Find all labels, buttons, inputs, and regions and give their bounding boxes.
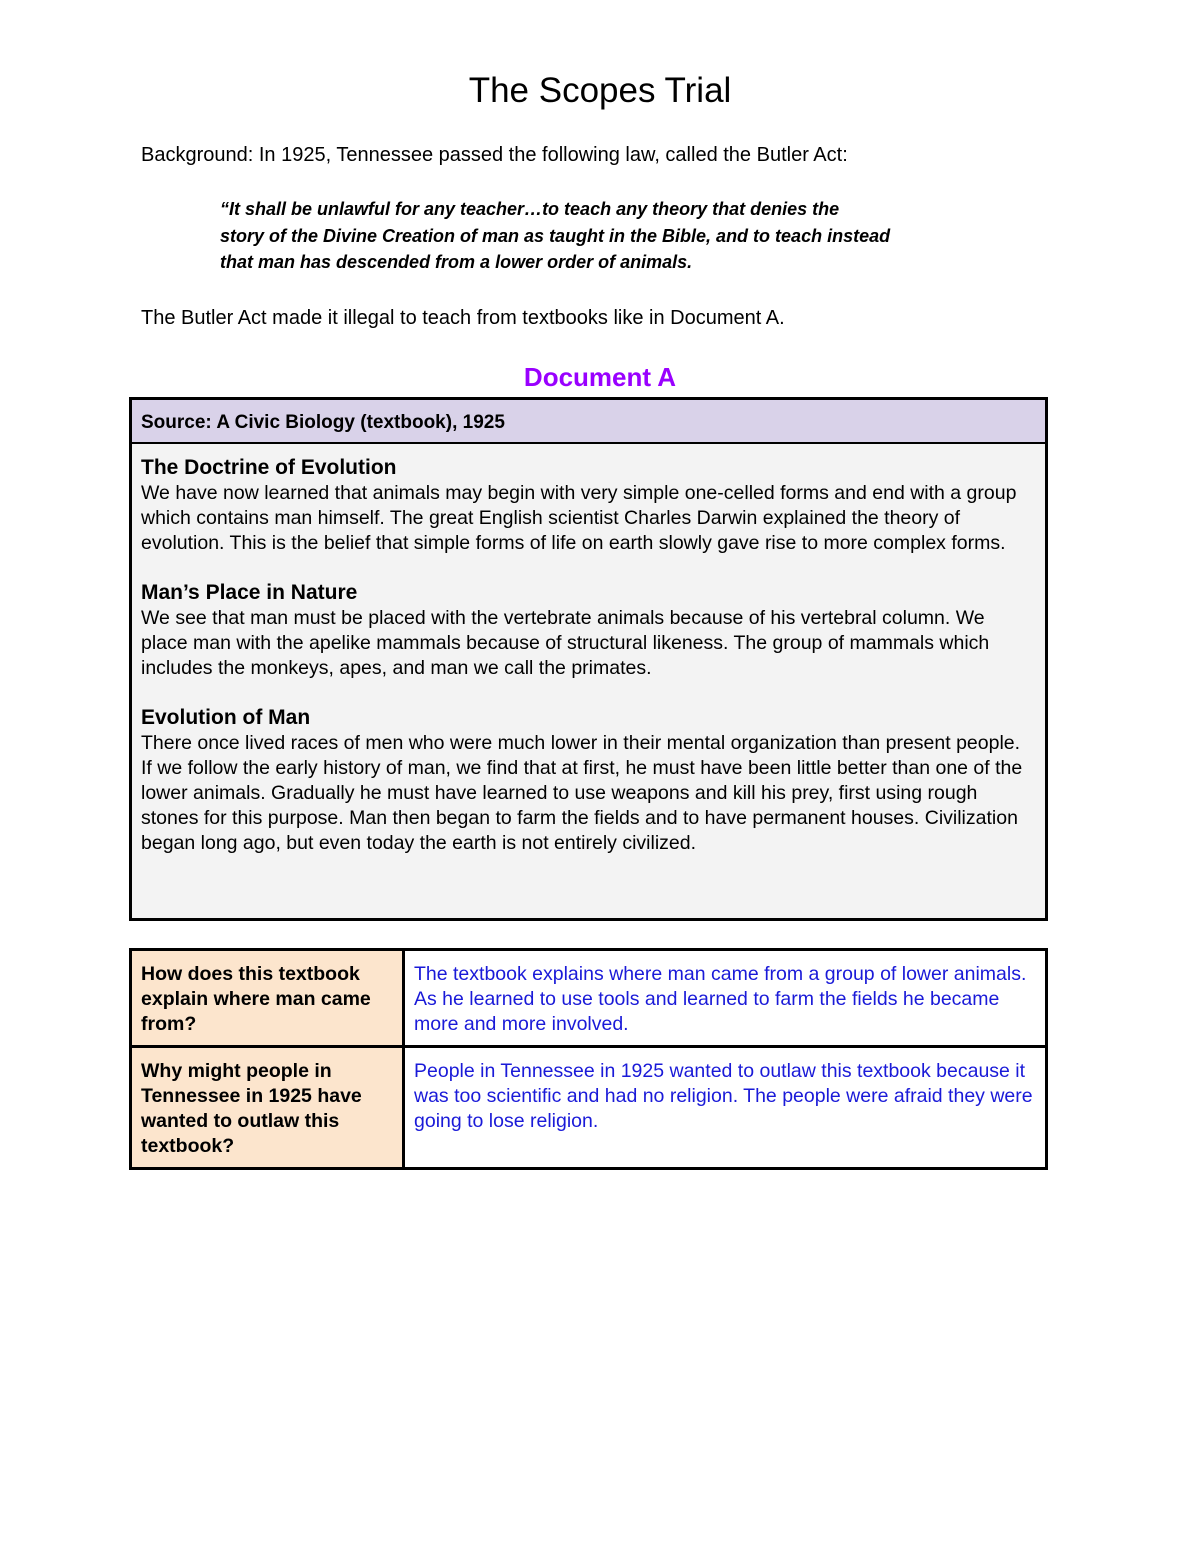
quote-line: story of the Divine Creation of man as taught in the Bible, and to teach instead — [220, 225, 891, 246]
section-text: There once lived races of men who were much lower in their mental organization than present people. If we follow the early history of man, we find that at first, he must have been little better than one of the lower animals. Gradually he must have learned to use weapons and kill his prey, first using rough stones for this purpose. Man then began to farm the fields and to have permanent houses. Civilization began long ago, but even today the earth is not entirely civilized. — [141, 732, 1023, 854]
butler-act-quote — [220, 196, 980, 276]
document-section — [141, 580, 1036, 681]
document-section — [141, 455, 1036, 556]
section-heading: Evolution of Man — [141, 706, 311, 729]
document-source: Source: A Civic Biology (textbook), 1925 — [132, 400, 1045, 444]
question-cell: Why might people in Tennessee in 1925 have wanted to outlaw this textbook? — [131, 1047, 404, 1169]
answer-cell[interactable]: The textbook explains where man came from a group of lower animals. As he learned to use tools and learned to farm the fields he became more and more involved. — [404, 950, 1047, 1047]
document-body — [132, 444, 1045, 856]
section-text: We have now learned that animals may begin with very simple one-celled forms and end with a group which contains man himself. The great English scientist Charles Darwin explained the theory of evolution. This is the belief that simple forms of life on earth slowly gave rise to more complex forms. — [141, 482, 1017, 554]
section-text: We see that man must be placed with the vertebrate animals because of his vertebral column. We place man with the apelike mammals because of structural likeness. The group of mammals which includes the monkeys, apes, and man we call the primates. — [141, 607, 990, 679]
answer-cell[interactable]: People in Tennessee in 1925 wanted to outlaw this textbook because it was too scientific and had no religion. The people were afraid they were going to lose religion. — [404, 1047, 1047, 1169]
page-title: The Scopes Trial — [468, 71, 732, 110]
question-table — [129, 948, 1048, 1170]
quote-line: that man has descended from a lower order of animals. — [220, 252, 693, 272]
document-box — [129, 397, 1048, 921]
section-heading: The Doctrine of Evolution — [141, 456, 397, 479]
table-row — [131, 1047, 1047, 1169]
quote-line: “It shall be unlawful for any teacher…to teach any theory that denies the — [220, 199, 840, 219]
section-heading: Man’s Place in Nature — [141, 581, 358, 604]
background-text: Background: In 1925, Tennessee passed the following law, called the Butler Act: — [141, 144, 848, 166]
document-section — [141, 705, 1036, 856]
butler-act-note: The Butler Act made it illegal to teach from textbooks like in Document A. — [141, 307, 785, 329]
table-row — [131, 950, 1047, 1047]
document-heading: Document A — [523, 362, 677, 392]
question-cell: How does this textbook explain where man came from? — [131, 950, 404, 1047]
